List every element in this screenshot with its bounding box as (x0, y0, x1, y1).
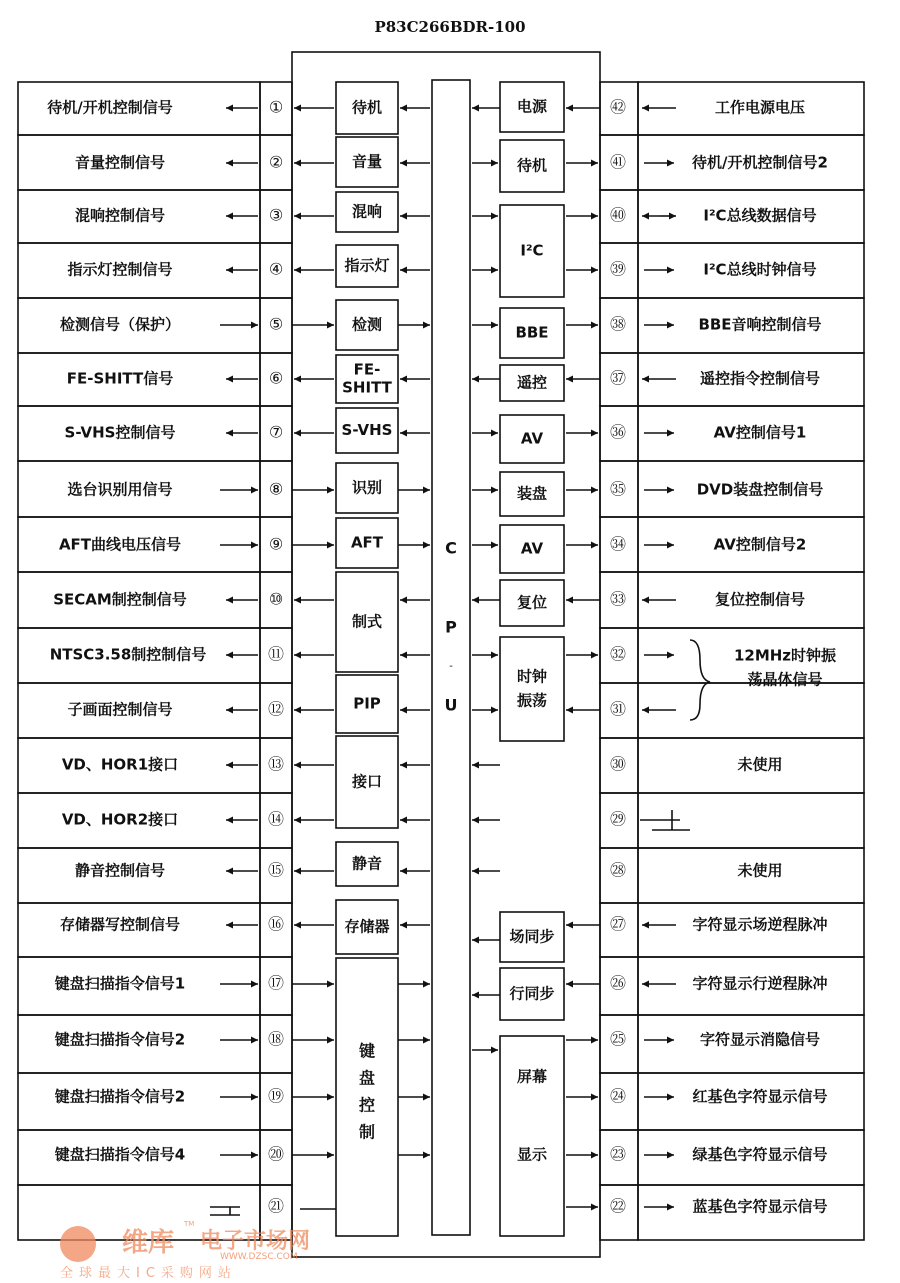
right-pin-21: ㉒ (609, 1196, 627, 1216)
left-pin-16: ⑯ (267, 914, 285, 934)
left-block-label-3-0: 混响 (351, 202, 383, 221)
left-label-2: 音量控制信号 (74, 153, 166, 172)
right-bus-arrow-9-head (491, 542, 498, 549)
left-label-4: 指示灯控制信号 (67, 260, 173, 279)
left-ext-arrow-14-head (226, 817, 233, 824)
watermark (60, 1220, 380, 1280)
right-pin-12: ㉛ (609, 699, 627, 719)
right-pin-14: ㉙ (609, 809, 627, 829)
left-label-17: 键盘扫描指令信号1 (54, 974, 186, 993)
left-bus-arrow-6-head (400, 376, 407, 383)
left-block-arrow-4-head (294, 267, 301, 274)
watermark-logo-icon (60, 1226, 96, 1262)
left-bus-arrow-3-head (400, 213, 407, 220)
left-ext-arrow-19-head (251, 1094, 258, 1101)
right-label-7: AV控制信号1 (713, 423, 807, 442)
right-label-3: I²C总线数据信号 (703, 206, 817, 225)
left-block-label-7-0: S-VHS (341, 421, 393, 439)
left-block-arrow-3-head (294, 213, 301, 220)
right-ext-arrow-16-head (642, 922, 649, 929)
right-ext-arrow-2-head (667, 160, 674, 167)
left-ext-arrow-3-head (226, 213, 233, 220)
right-label-17: 字符显示行逆程脉冲 (692, 974, 828, 993)
left-pin-21: ㉑ (267, 1196, 285, 1216)
left-bus-arrow-12-head (400, 707, 407, 714)
left-block-label-1-0: 待机 (351, 98, 383, 117)
watermark-brand-2: 电子市场网 (200, 1229, 311, 1254)
right-block-arrow-20-head (591, 1152, 598, 1159)
left-block-label-6-0: FE- (353, 360, 381, 379)
left-block-arrow-19-head (327, 1094, 334, 1101)
right-pin-16: ㉗ (609, 914, 627, 934)
left-ext-arrow-17-head (251, 981, 258, 988)
right-ext-arrow-20-head (667, 1152, 674, 1159)
osd-block-label-1: 屏幕 (516, 1067, 548, 1086)
right-label-8: DVD装盘控制信号 (696, 480, 824, 499)
left-ext-arrow-11-head (226, 652, 233, 659)
left-ext-arrow-13-head (226, 762, 233, 769)
left-ext-arrow-16-head (226, 922, 233, 929)
crystal-brace (690, 640, 710, 720)
crystal-label-2: 荡晶体信号 (747, 670, 823, 689)
left-ext-arrow-9-head (251, 542, 258, 549)
right-pin-8: ㉟ (609, 479, 627, 499)
left-ext-arrow-18-head (251, 1037, 258, 1044)
left-label-8: 选台识别用信号 (67, 480, 173, 499)
keyboard-block-char-2: 控 (358, 1095, 376, 1115)
right-pin-1: ㊷ (609, 97, 627, 117)
bus-unused-arrow-14-head (472, 817, 479, 824)
left-bus-arrow-11-head (400, 652, 407, 659)
left-block-label-13-0: 静音 (351, 854, 383, 873)
left-block-label-10-0: 制式 (351, 612, 383, 631)
right-pin-4: ㊴ (609, 259, 627, 279)
right-ext-arrow-19-head (667, 1094, 674, 1101)
right-bus-arrow-4-head (491, 267, 498, 274)
right-block-label-4-0: BBE (515, 323, 549, 342)
left-block-label-6-1: SHITT (342, 378, 392, 397)
left-bus-arrow-9-head (423, 542, 430, 549)
bus-unused-arrow-13-head (472, 762, 479, 769)
bus-unused-arrow-15-head (472, 868, 479, 875)
right-label-1: 工作电源电压 (714, 98, 806, 117)
right-pin-3: ㊵ (609, 205, 627, 225)
right-block-arrow-6-head (566, 376, 573, 383)
right-label-6: 遥控指令控制信号 (699, 369, 821, 388)
right-ext-arrow-17-head (642, 981, 649, 988)
right-block-arrow-18-head (591, 1037, 598, 1044)
right-ext-arrow-5-head (667, 322, 674, 329)
right-pin-19: ㉔ (609, 1086, 627, 1106)
right-block-arrow-5-head (591, 322, 598, 329)
left-ext-arrow-20-head (251, 1152, 258, 1159)
left-label-13: VD、HOR1接口 (61, 755, 179, 774)
right-label-5: BBE音响控制信号 (698, 315, 822, 334)
right-pin-9: ㉞ (609, 534, 627, 554)
right-bus-arrow-6-head (472, 376, 479, 383)
left-label-16: 存储器写控制信号 (59, 915, 181, 934)
left-block-arrow-9-head (327, 542, 334, 549)
right-block-label-11-0: 场同步 (509, 927, 555, 946)
right-pin-20: ㉓ (609, 1144, 627, 1164)
left-bus-arrow-10-head (400, 597, 407, 604)
right-block-arrow-2-head (591, 160, 598, 167)
left-block-label-8-0: 识别 (351, 478, 383, 497)
right-ext-arrow-7-head (667, 430, 674, 437)
right-pin-7: ㊱ (609, 422, 627, 442)
left-ext-arrow-12-head (226, 707, 233, 714)
left-pin-14: ⑭ (267, 809, 285, 829)
left-block-arrow-13-head (294, 762, 301, 769)
left-pin-5: ⑤ (268, 314, 284, 334)
right-pin-5: ㊳ (609, 314, 627, 334)
right-pin-13: ㉚ (609, 754, 627, 774)
right-block-arrow-17-head (566, 981, 573, 988)
right-block-label-6-0: AV (520, 429, 544, 448)
left-bus-arrow-16-head (400, 922, 407, 929)
left-bus-arrow-7-head (400, 430, 407, 437)
right-ext-arrow-12-head (642, 707, 649, 714)
left-block-arrow-11-head (294, 652, 301, 659)
left-pin-11: ⑪ (267, 644, 285, 664)
right-bus-arrow-1-head (472, 105, 479, 112)
left-block-arrow-14-head (294, 817, 301, 824)
left-label-14: VD、HOR2接口 (61, 810, 179, 829)
right-ext-arrow-18-head (667, 1037, 674, 1044)
watermark-slogan: 全球最大IC采购网站 (60, 1266, 237, 1281)
right-block-label-3-0: I²C (520, 241, 544, 260)
left-label-6: FE-SHITT信号 (66, 369, 174, 388)
right-label-21: 蓝基色字符显示信号 (692, 1197, 828, 1216)
left-block-arrow-5-head (327, 322, 334, 329)
right-block-label-5-0: 遥控 (516, 373, 548, 392)
left-bus-arrow-17-head (423, 981, 430, 988)
left-block-arrow-16-head (294, 922, 301, 929)
left-ext-arrow-4-head (226, 267, 233, 274)
left-label-3: 混响控制信号 (74, 206, 166, 225)
left-pin-2: ② (268, 152, 284, 172)
left-bus-arrow-19-head (423, 1094, 430, 1101)
left-block-arrow-20-head (327, 1152, 334, 1159)
right-ext-arrow-4-head (667, 267, 674, 274)
left-label-9: AFT曲线电压信号 (58, 535, 182, 554)
right-block-13 (500, 1036, 564, 1236)
left-block-arrow-10-head (294, 597, 301, 604)
right-block-label-10-1: 振荡 (516, 691, 548, 710)
right-label-13: 未使用 (737, 755, 783, 774)
left-block-arrow-8-head (327, 487, 334, 494)
left-block-label-14-0: 存储器 (344, 917, 390, 936)
left-label-1: 待机/开机控制信号 (47, 98, 173, 117)
left-ext-arrow-2-head (226, 160, 233, 167)
left-bus-arrow-14-head (400, 817, 407, 824)
right-label-9: AV控制信号2 (713, 535, 807, 554)
right-bus-arrow-12-head (491, 707, 498, 714)
right-block-label-7-0: 装盘 (516, 484, 548, 503)
right-block-arrow-3-head (591, 213, 598, 220)
left-pin-12: ⑫ (267, 699, 285, 719)
right-block-label-8-0: AV (520, 539, 544, 558)
left-bus-arrow-5-head (423, 322, 430, 329)
right-label-4: I²C总线时钟信号 (703, 260, 817, 279)
right-pin-2: ㊶ (609, 152, 627, 172)
right-label-16: 字符显示场逆程脉冲 (692, 915, 828, 934)
right-block-arrow-10-head (566, 597, 573, 604)
left-label-20: 键盘扫描指令信号4 (54, 1145, 186, 1164)
right-block-arrow-16-head (566, 922, 573, 929)
left-pin-3: ③ (268, 205, 284, 225)
left-pin-4: ④ (268, 259, 284, 279)
cpu-label-1: P (445, 617, 457, 637)
right-bus-arrow-11-head (491, 652, 498, 659)
keyboard-block-char-0: 键 (358, 1041, 376, 1061)
right-label-18: 字符显示消隐信号 (699, 1030, 821, 1049)
watermark-brand: 维库 (122, 1228, 175, 1258)
left-ext-arrow-5-head (251, 322, 258, 329)
right-label-20: 绿基色字符显示信号 (692, 1145, 828, 1164)
right-bus-arrow-10-head (472, 597, 479, 604)
left-label-7: S-VHS控制信号 (64, 423, 176, 442)
right-bus-arrow-2-head (491, 160, 498, 167)
left-label-11: NTSC3.58制控制信号 (49, 645, 207, 664)
left-block-arrow-12-head (294, 707, 301, 714)
left-block-arrow-2-head (294, 160, 301, 167)
right-ext-arrow-1-head (642, 105, 649, 112)
left-pin-20: ⑳ (267, 1144, 285, 1164)
right-ext-arrow-8-head (667, 487, 674, 494)
right-pin-6: ㊲ (609, 368, 627, 388)
left-label-5: 检测信号（保护） (59, 315, 181, 334)
left-bus-arrow-13-head (400, 762, 407, 769)
left-block-arrow-1-head (294, 105, 301, 112)
left-block-label-11-0: PIP (353, 694, 381, 713)
left-bus-arrow-2-head (400, 160, 407, 167)
left-pin-9: ⑨ (268, 534, 284, 554)
right-bus-arrow-7-head (491, 430, 498, 437)
right-block-10 (500, 637, 564, 741)
cpu-label-0: C (445, 538, 457, 558)
right-block-label-1-0: 电源 (516, 97, 548, 116)
chip-title: P83C266BDR-100 (374, 18, 526, 36)
right-pin-17: ㉖ (609, 973, 627, 993)
right-bus-arrow-18-head (491, 1047, 498, 1054)
left-pin-1: ① (268, 97, 284, 117)
right-block-arrow-11-head (591, 652, 598, 659)
left-pin-17: ⑰ (267, 973, 285, 993)
right-bus-arrow-5-head (491, 322, 498, 329)
left-bus-arrow-18-head (423, 1037, 430, 1044)
right-ext-arrow-10-head (642, 597, 649, 604)
left-block-label-2-0: 音量 (351, 152, 383, 171)
left-pin-15: ⑮ (267, 860, 285, 880)
left-pin-13: ⑬ (267, 754, 285, 774)
right-ext-arrow-6-head (642, 376, 649, 383)
right-block-label-10-0: 时钟 (516, 667, 548, 686)
left-pin-8: ⑧ (268, 479, 284, 499)
right-bus-arrow-8-head (491, 487, 498, 494)
left-bus-arrow-15-head (400, 868, 407, 875)
left-pin-18: ⑱ (267, 1029, 285, 1049)
watermark-tm: TM (184, 1220, 195, 1228)
keyboard-block-char-3: 制 (358, 1122, 376, 1142)
right-bus-arrow-17-head (472, 992, 479, 999)
left-block-arrow-18-head (327, 1037, 334, 1044)
right-bus-arrow-3-head (491, 213, 498, 220)
left-block-arrow-7-head (294, 430, 301, 437)
left-pin-19: ⑲ (267, 1086, 285, 1106)
right-ext-arrow-21-head (667, 1204, 674, 1211)
right-block-arrow-8-head (591, 487, 598, 494)
right-label-10: 复位控制信号 (714, 590, 806, 609)
right-ext-arrow-3-head (642, 213, 649, 220)
cpu-bus (432, 80, 470, 1235)
crystal-label-1: 12MHz时钟振 (733, 646, 837, 665)
right-block-arrow-21-head (591, 1204, 598, 1211)
left-ext-arrow-7-head (226, 430, 233, 437)
left-pin-6: ⑥ (268, 368, 284, 388)
left-pin-10: ⑩ (268, 589, 284, 609)
right-block-arrow-7-head (591, 430, 598, 437)
left-ext-arrow-6-head (226, 376, 233, 383)
right-bus-arrow-16-head (472, 937, 479, 944)
right-label-19: 红基色字符显示信号 (692, 1087, 828, 1106)
right-pin-11: ㉜ (609, 644, 627, 664)
left-block-arrow-17-head (327, 981, 334, 988)
left-ext-arrow-10-head (226, 597, 233, 604)
right-pin-18: ㉕ (609, 1029, 627, 1049)
left-bus-arrow-4-head (400, 267, 407, 274)
right-block-arrow-12-head (566, 707, 573, 714)
left-bus-arrow-20-head (423, 1152, 430, 1159)
right-block-arrow-1-head (566, 105, 573, 112)
right-block-arrow-19-head (591, 1094, 598, 1101)
right-ext-arrow-9-head (667, 542, 674, 549)
left-block-arrow-15-head (294, 868, 301, 875)
left-ext-arrow-8-head (251, 487, 258, 494)
right-block-label-2-0: 待机 (516, 156, 548, 175)
right-ext-arrow-b-3-head (669, 213, 676, 220)
left-bus-arrow-1-head (400, 105, 407, 112)
right-pin-15: ㉘ (609, 860, 627, 880)
left-ext-arrow-15-head (226, 868, 233, 875)
left-label-19: 键盘扫描指令信号2 (54, 1087, 186, 1106)
left-block-label-9-0: AFT (350, 533, 384, 552)
left-label-10: SECAM制控制信号 (53, 590, 187, 609)
left-block-label-12-0: 接口 (351, 772, 383, 791)
left-block-label-4-0: 指示灯 (344, 256, 390, 275)
right-ext-arrow-11-head (667, 652, 674, 659)
left-pin-7: ⑦ (268, 422, 284, 442)
cpu-label-dash: - (449, 661, 453, 672)
right-block-arrow-4-head (591, 267, 598, 274)
watermark-url: WWW.DZSC.COM (220, 1252, 298, 1262)
left-label-15: 静音控制信号 (74, 861, 166, 880)
right-block-label-12-0: 行同步 (509, 984, 555, 1003)
right-block-label-9-0: 复位 (516, 593, 548, 612)
osd-block-label-2: 显示 (516, 1145, 548, 1164)
left-block-label-5-0: 检测 (351, 315, 383, 334)
right-label-2: 待机/开机控制信号2 (692, 153, 828, 172)
right-pin-10: ㉝ (609, 589, 627, 609)
left-ext-arrow-1-head (226, 105, 233, 112)
right-label-15: 未使用 (737, 861, 783, 880)
left-bus-arrow-8-head (423, 487, 430, 494)
left-block-arrow-6-head (294, 376, 301, 383)
left-label-12: 子画面控制信号 (67, 700, 173, 719)
keyboard-block-char-1: 盘 (358, 1068, 376, 1088)
right-block-arrow-9-head (591, 542, 598, 549)
left-label-18: 键盘扫描指令信号2 (54, 1030, 186, 1049)
cpu-label-2: U (444, 695, 458, 715)
